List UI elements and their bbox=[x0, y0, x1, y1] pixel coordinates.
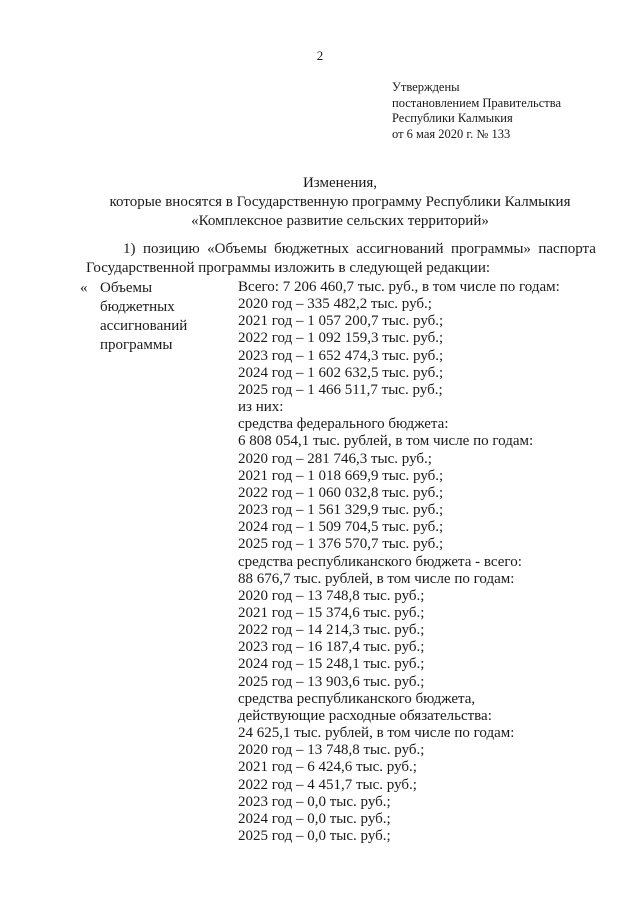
label-line: Объемы bbox=[100, 280, 153, 296]
intro-word: «Объемы bbox=[207, 241, 267, 257]
approval-stamp bbox=[392, 80, 561, 142]
value-line: 2022 год – 1 060 032,8 тыс. руб.; bbox=[238, 484, 444, 501]
value-line: средства федерального бюджета: bbox=[238, 416, 449, 433]
value-line: 2025 год – 13 903,6 тыс. руб.; bbox=[238, 673, 425, 690]
value-line: 2020 год – 13 748,8 тыс. руб.; bbox=[238, 587, 425, 604]
value-line: 88 676,7 тыс. рублей, в том числе по годам: bbox=[238, 570, 515, 587]
value-line: 2021 год – 15 374,6 тыс. руб.; bbox=[238, 604, 425, 621]
heading-line: которые вносятся в Государственную программу Республики Калмыкия bbox=[109, 194, 571, 210]
intro-word: 1) bbox=[123, 241, 136, 257]
value-line: 2024 год – 1 602 632,5 тыс. руб.; bbox=[238, 364, 444, 381]
value-line: 2025 год – 1 376 570,7 тыс. руб.; bbox=[238, 536, 444, 553]
approval-line: Республики Калмыкия bbox=[392, 111, 513, 125]
heading-line: «Комплексное развитие сельских территорий» bbox=[191, 213, 489, 229]
value-line: 2022 год – 1 092 159,3 тыс. руб.; bbox=[238, 330, 444, 347]
value-line: 6 808 054,1 тыс. рублей, в том числе по годам: bbox=[238, 433, 534, 450]
value-line: средства республиканского бюджета, bbox=[238, 690, 476, 707]
intro-line-2: Государственной программы изложить в следующей редакции: bbox=[86, 260, 491, 276]
value-line: 2023 год – 0,0 тыс. руб.; bbox=[238, 793, 391, 810]
value-line: 2025 год – 0,0 тыс. руб.; bbox=[238, 828, 391, 844]
approval-line: от 6 мая 2020 г. № 133 bbox=[392, 126, 511, 141]
value-line: 2024 год – 15 248,1 тыс. руб.; bbox=[238, 656, 425, 673]
value-line: 2020 год – 335 482,2 тыс. руб.; bbox=[238, 296, 432, 313]
intro-word: паспорта bbox=[538, 241, 596, 257]
value-line: действующие расходные обязательства: bbox=[238, 707, 492, 724]
value-line: 2023 год – 1 652 474,3 тыс. руб.; bbox=[238, 347, 444, 364]
heading-line: Изменения, bbox=[302, 175, 378, 191]
value-line: Всего: 7 206 460,7 тыс. руб., в том числе по годам: bbox=[238, 279, 560, 295]
value-line: 2020 год – 13 748,8 тыс. руб.; bbox=[238, 742, 425, 759]
intro-word: позицию bbox=[142, 241, 200, 257]
budget-values-cell bbox=[238, 279, 560, 845]
intro-word: программы» bbox=[451, 241, 531, 257]
label-line: программы bbox=[100, 337, 173, 353]
value-line: 2021 год – 1 018 669,9 тыс. руб.; bbox=[238, 467, 444, 484]
opening-quote-mark: « bbox=[80, 280, 88, 296]
intro-paragraph bbox=[86, 240, 596, 278]
value-line: из них: bbox=[238, 399, 284, 416]
budget-label-cell bbox=[100, 279, 187, 355]
document-heading bbox=[0, 174, 640, 231]
label-line: бюджетных bbox=[100, 299, 175, 315]
label-line: ассигнований bbox=[100, 318, 188, 334]
value-line: 2022 год – 4 451,7 тыс. руб.; bbox=[238, 776, 417, 793]
value-line: 2024 год – 1 509 704,5 тыс. руб.; bbox=[238, 519, 444, 536]
approval-line: Утверждены bbox=[392, 80, 460, 94]
value-line: 2022 год – 14 214,3 тыс. руб.; bbox=[238, 622, 425, 639]
value-line: 2020 год – 281 746,3 тыс. руб.; bbox=[238, 450, 432, 467]
page-number: 2 bbox=[316, 48, 324, 63]
value-line: 2023 год – 1 561 329,9 тыс. руб.; bbox=[238, 502, 444, 519]
value-line: 2021 год – 6 424,6 тыс. руб.; bbox=[238, 759, 417, 776]
value-line: средства республиканского бюджета - всего: bbox=[238, 553, 522, 570]
value-line: 2023 год – 16 187,4 тыс. руб.; bbox=[238, 639, 425, 656]
value-line: 2024 год – 0,0 тыс. руб.; bbox=[238, 810, 391, 827]
intro-line-1 bbox=[86, 240, 596, 259]
intro-word: ассигнований bbox=[356, 241, 444, 257]
value-line: 2021 год – 1 057 200,7 тыс. руб.; bbox=[238, 313, 444, 330]
value-line: 24 625,1 тыс. рублей, в том числе по годам: bbox=[238, 725, 515, 742]
intro-word: бюджетных bbox=[274, 241, 349, 257]
approval-line: постановлением Правительства bbox=[392, 95, 562, 110]
value-line: 2025 год – 1 466 511,7 тыс. руб.; bbox=[238, 381, 443, 398]
